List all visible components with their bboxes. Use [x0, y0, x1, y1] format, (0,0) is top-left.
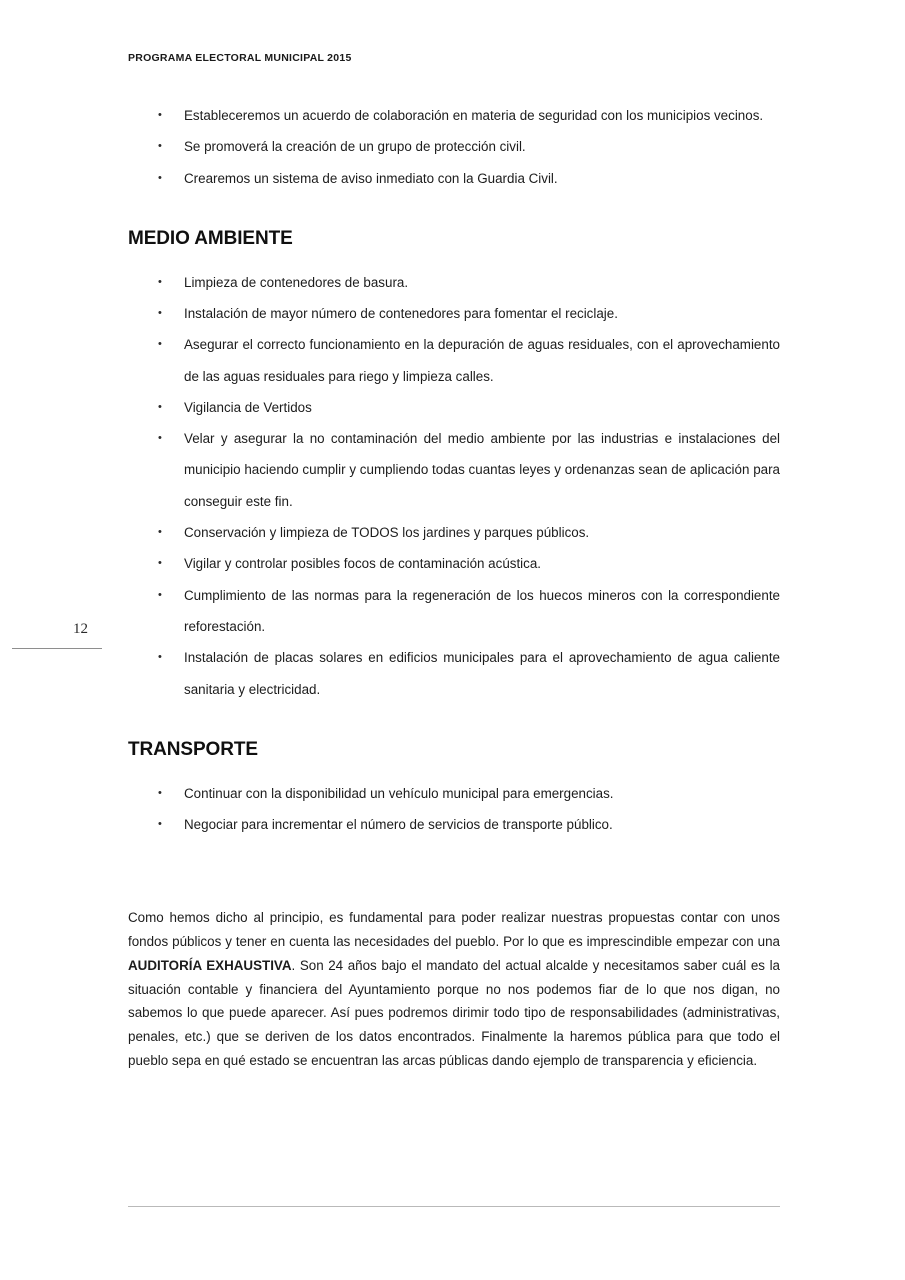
page-content: [128, 100, 780, 1073]
list-item: • Instalación de placas solares en edificios municipales para el aprovechamiento de agua caliente sanitaria y electricidad.: [128, 642, 780, 705]
spacer: [128, 762, 780, 778]
list-item: • Continuar con la disponibilidad un vehículo municipal para emergencias.: [128, 778, 780, 809]
spacer: [128, 840, 780, 906]
list-item: • Negociar para incrementar el número de servicios de transporte público.: [128, 809, 780, 840]
list-item: • Vigilancia de Vertidos: [128, 392, 780, 423]
list-item: • Cumplimiento de las normas para la regeneración de los huecos mineros con la correspondiente reforestación.: [128, 580, 780, 643]
list-item: • Estableceremos un acuerdo de colaboración en materia de seguridad con los municipios vecinos.: [128, 100, 780, 131]
list-item: • Velar y asegurar la no contaminación del medio ambiente por las industrias e instalaciones del municipio haciendo cumplir y cumpliendo todas cuantas leyes y ordenanzas sean de aplicación para conseguir este fin.: [128, 423, 780, 517]
section-heading-medio-ambiente: MEDIO AMBIENTE: [128, 227, 293, 249]
spacer: [128, 705, 780, 739]
list-item: • Crearemos un sistema de aviso inmediato con la Guardia Civil.: [128, 163, 780, 194]
closing-paragraph: [128, 906, 780, 1073]
list-item: • Conservación y limpieza de TODOS los jardines y parques públicos.: [128, 517, 780, 548]
running-header: PROGRAMA ELECTORAL MUNICIPAL 2015: [128, 52, 352, 64]
closing-paragraph-part2: . Son 24 años bajo el mandato del actual alcalde y necesitamos saber cuál es la situación contable y financiera del Ayuntamiento porque no nos podemos fiar de lo que nos digan, no sabemos lo que puede aparecer. Así pues podremos dirimir todo tipo de responsabilidades (administrativas, penales, etc.) que se deriven de los datos encontrados. Finalmente la haremos pública para que todo el pueblo sepa en qué estado se encuentran las arcas públicas dando ejemplo de transparencia y eficiencia.: [128, 957, 780, 1069]
bullet-list-transporte: [128, 778, 780, 841]
section-heading-transporte: TRANSPORTE: [128, 738, 258, 760]
list-item: • Vigilar y controlar posibles focos de contaminación acústica.: [128, 548, 780, 579]
bullet-list-seguridad: [128, 100, 780, 194]
list-item: • Instalación de mayor número de contenedores para fomentar el reciclaje.: [128, 298, 780, 329]
closing-paragraph-emphasis: AUDITORÍA EXHAUSTIVA: [128, 957, 292, 973]
footer-rule: [128, 1206, 780, 1207]
page-number-block: [12, 622, 92, 649]
list-item: • Asegurar el correcto funcionamiento en la depuración de aguas residuales, con el aprovechamiento de las aguas residuales para riego y limpieza calles.: [128, 329, 780, 392]
list-item: • Limpieza de contenedores de basura.: [128, 267, 780, 298]
spacer: [128, 251, 780, 267]
page-number-rule: [12, 648, 102, 649]
list-item: • Se promoverá la creación de un grupo de protección civil.: [128, 131, 780, 162]
closing-paragraph-part1: Como hemos dicho al principio, es fundamental para poder realizar nuestras propuestas contar con unos fondos públicos y tener en cuenta las necesidades del pueblo. Por lo que es imprescindible empezar con una: [128, 910, 780, 950]
page-number: 12: [73, 621, 88, 637]
spacer: [128, 194, 780, 228]
bullet-list-medio-ambiente: [128, 267, 780, 705]
